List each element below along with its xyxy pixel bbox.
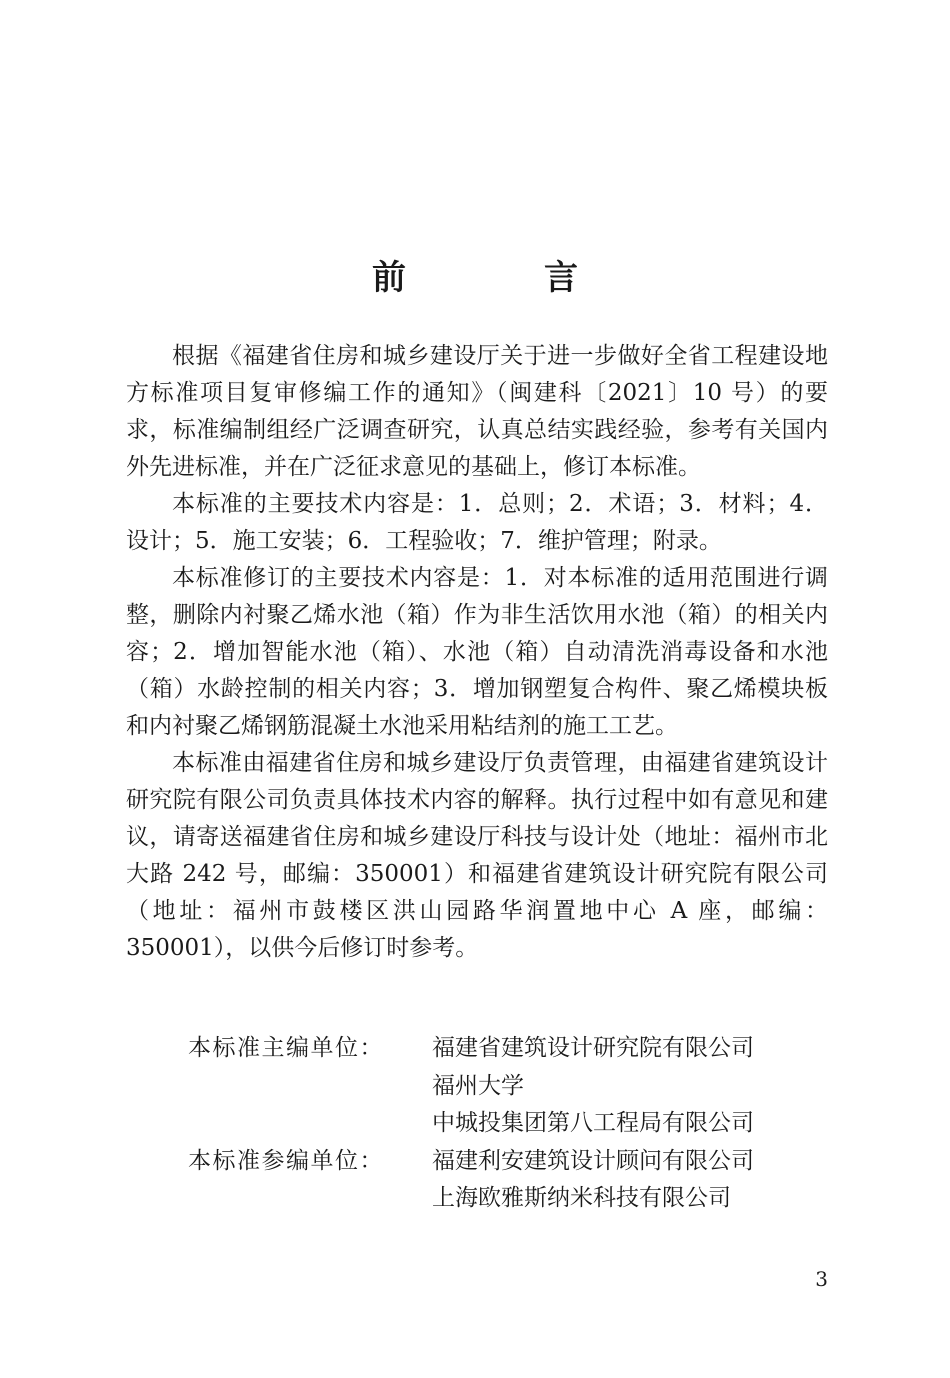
page-title: 前 言 — [372, 258, 630, 298]
participating-units-list — [432, 1143, 754, 1218]
page-number: 3 — [815, 1267, 828, 1291]
chief-units-label: 本标准主编单位： — [188, 1035, 384, 1061]
chief-units-row — [188, 1030, 754, 1143]
paragraph-basis: 根据《福建省住房和城乡建设厅关于进一步做好全省工程建设地方标准项目复审修编工作的通知》（闽建科〔2021〕10 号）的要求，标准编制组经广泛调查研究，认真总结实践经验，参考有关国内外先进标准，并在广泛征求意见的基础上，修订本标准。 — [126, 343, 828, 480]
paragraph-revision-content: 本标准修订的主要技术内容是：1．对本标准的适用范围进行调整，删除内衬聚乙烯水池（箱）作为非生活饮用水池（箱）的相关内容；2．增加智能水池（箱）、水池（箱）自动清洗消毒设备和水池（箱）水龄控制的相关内容；3．增加钢塑复合构件、聚乙烯模块板和内衬聚乙烯钢筋混凝土水池采用粘结剂的施工工艺。 — [126, 565, 828, 739]
participating-units-row — [188, 1143, 754, 1218]
paragraph-management: 本标准由福建省住房和城乡建设厅负责管理，由福建省建筑设计研究院有限公司负责具体技术内容的解释。执行过程中如有意见和建议，请寄送福建省住房和城乡建设厅科技与设计处（地址：福州市北大路 242 号，邮编：350001）和福建省建筑设计研究院有限公司（地址：福州市鼓楼区洪山园路华润置地中心 A 座，邮编：350001），以供今后修订时参考。 — [126, 750, 828, 961]
participating-unit-item: 福建利安建筑设计顾问有限公司 — [432, 1147, 754, 1174]
editing-units — [188, 1030, 754, 1218]
chief-unit-item: 中城投集团第八工程局有限公司 — [432, 1110, 754, 1136]
chief-unit-item: 福州大学 — [432, 1072, 524, 1099]
chief-unit-item: 福建省建筑设计研究院有限公司 — [432, 1035, 754, 1061]
participating-unit-item: 上海欧雅斯纳米科技有限公司 — [432, 1185, 731, 1211]
paragraph-main-content: 本标准的主要技术内容是：1．总则；2．术语；3．材料；4．设计；5．施工安装；6．工程验收；7．维护管理；附录。 — [126, 491, 828, 554]
preface-body — [126, 338, 828, 967]
chief-units-list — [432, 1030, 754, 1143]
participating-units-label: 本标准参编单位： — [188, 1147, 384, 1174]
